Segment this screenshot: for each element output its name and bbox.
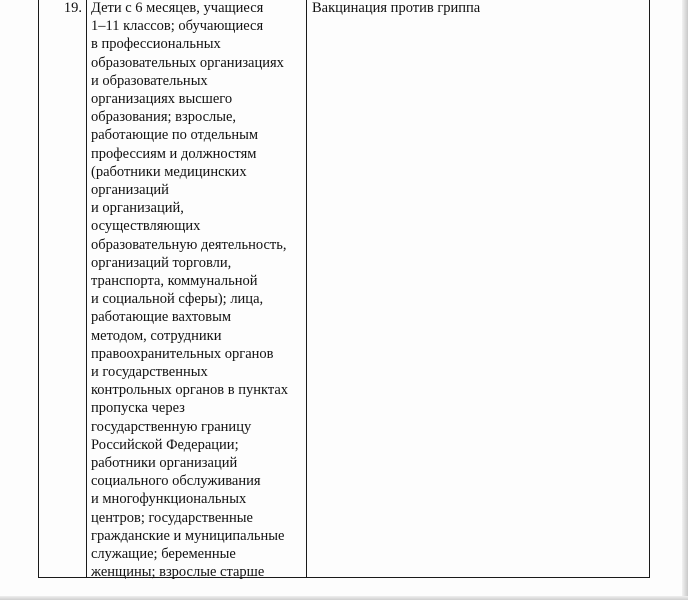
column-divider-2 [306,0,307,577]
category-line: методом, сотрудники [91,327,222,344]
category-line: образовательную деятельность, [91,236,287,253]
category-line: и социальной сферы); лица, [91,291,264,308]
category-line: образовательных организациях [91,54,284,71]
category-line: организаций [91,182,169,199]
category-line: в профессиональных [91,36,221,53]
category-line: 1–11 классов; обучающиеся [91,18,264,35]
page-edge-shadow [682,0,688,600]
category-line: государственную границу [91,418,252,435]
category-line: служащие; беременные [91,546,236,563]
category-line: контрольных органов в пунктах [91,382,289,399]
category-line: (работники медицинских [91,163,247,180]
category-line: пропуска через [91,400,185,417]
category-line: и государственных [91,364,208,381]
category-line: центров; государственные [91,509,253,526]
category-line: правоохранительных органов [91,345,274,362]
category-line: социального обслуживания [91,473,261,490]
category-line: и многофункциональных [91,491,247,508]
category-line: работники организаций [91,455,238,472]
category-line: организаций торговли, [91,254,232,271]
category-line: Дети с 6 месяцев, учащиеся [91,0,264,16]
category-line: осуществляющих [91,218,201,235]
category-line: организациях высшего [91,91,233,108]
category-line: работающие по отдельным [91,127,259,144]
page-bottom-shadow [0,596,688,600]
category-line: образования; взрослые, [91,109,237,126]
category-cell [91,0,305,582]
row-number: 19. [63,0,82,16]
category-line: и образовательных [91,72,208,89]
category-line: профессиям и должностям [91,145,257,162]
category-line: работающие вахтовым [91,309,232,326]
category-line: Российской Федерации; [91,436,239,453]
category-line: женщины; взрослые старше [91,564,265,581]
category-line: и организаций, [91,200,184,217]
vaccination-cell: Вакцинация против гриппа [312,0,481,16]
category-line: гражданские и муниципальные [91,527,285,544]
vaccination-table [38,0,650,581]
column-divider-1 [86,0,87,577]
category-line: транспорта, коммунальной [91,273,258,290]
